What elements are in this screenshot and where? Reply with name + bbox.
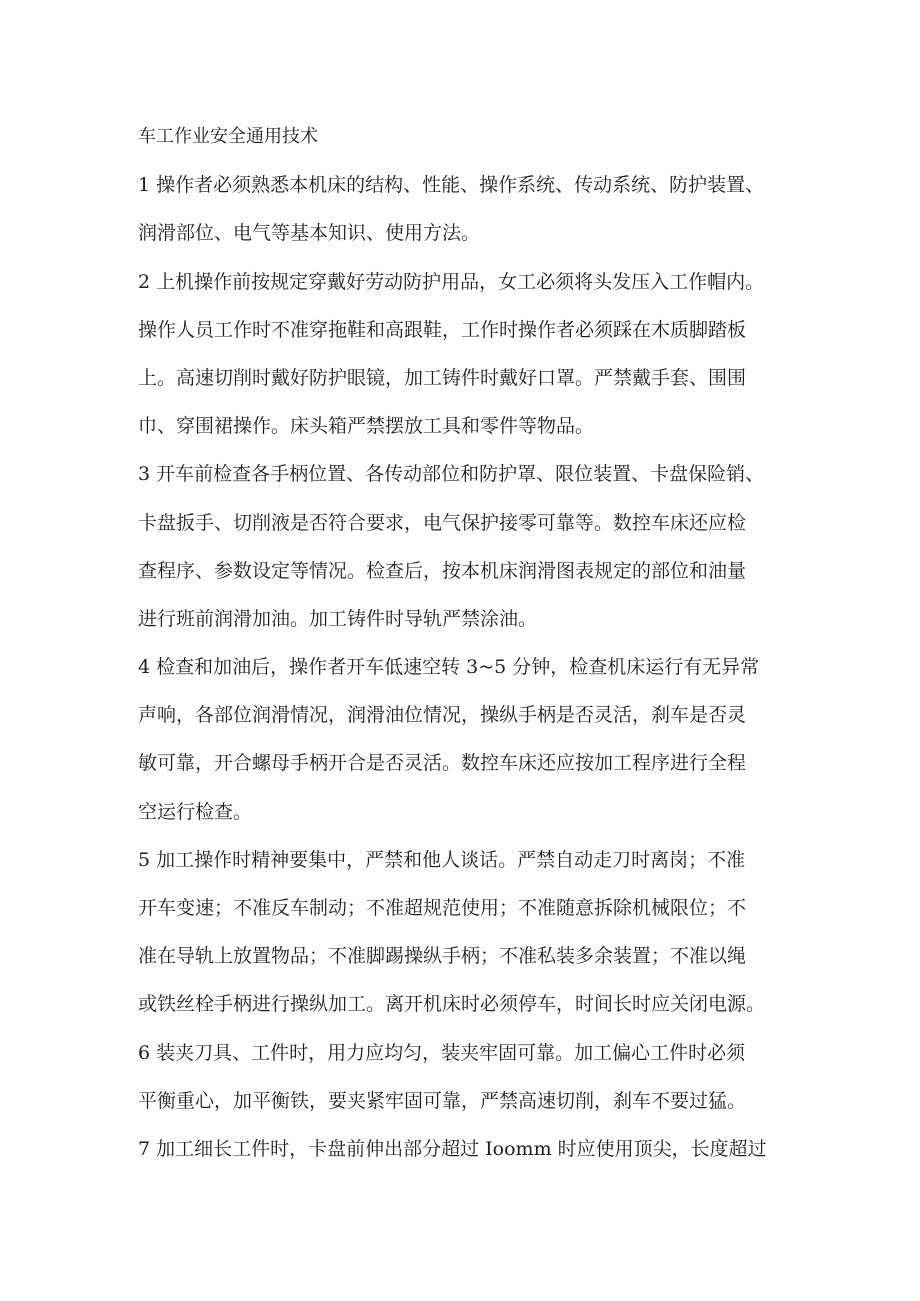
text-line: 4 检查和加油后，操作者开车低速空转 3~5 分钟，检查机床运行有无异常 <box>138 656 760 679</box>
text-line: 平衡重心，加平衡铁，要夹紧牢固可靠，严禁高速切削，刹车不要过猛。 <box>138 1089 747 1112</box>
text-line: 巾、穿围裙操作。床头箱严禁摆放工具和零件等物品。 <box>138 415 595 438</box>
text-line: 开车变速；不准反车制动；不准超规范使用；不准随意拆除机械限位；不 <box>138 897 747 919</box>
text-line: 查程序、参数设定等情况。检查后，按本机床润滑图表规定的部位和油量 <box>138 559 747 582</box>
text-line: 卡盘扳手、切削液是否符合要求，电气保护接零可靠等。数控车床还应检 <box>138 511 747 534</box>
text-line: 上。高速切削时戴好防护眼镜，加工铸件时戴好口罩。严禁戴手套、围围 <box>138 366 747 389</box>
document-body <box>138 113 798 1173</box>
text-line: 声响，各部位润滑情况，润滑油位情况，操纵手柄是否灵活，刹车是否灵 <box>138 704 747 727</box>
text-line: 6 装夹刀具、工件时，用力应均匀，装夹牢固可靠。加工偏心工件时必须 <box>138 1041 746 1064</box>
text-line: 3 开车前检查各手柄位置、各传动部位和防护罩、限位装置、卡盘保险销、 <box>138 463 765 486</box>
text-line: 准在导轨上放置物品；不准脚踢操纵手柄；不准私装多余装置；不准以绳 <box>138 945 747 968</box>
text-line: 操作人员工作时不准穿拖鞋和高跟鞋，工作时操作者必须踩在木质脚踏板 <box>138 318 747 341</box>
text-line: 润滑部位、电气等基本知识、使用方法。 <box>138 222 481 245</box>
text-line: 或铁丝栓手柄进行操纵加工。离开机床时必须停车，时间长时应关闭电源。 <box>138 993 766 1016</box>
text-line: 2 上机操作前按规定穿戴好劳动防护用品，女工必须将头发压入工作帽内。 <box>138 270 765 293</box>
text-line: 进行班前润滑加油。加工铸件时导轨严禁涂油。 <box>138 607 538 630</box>
document-title: 车工作业安全通用技术 <box>138 126 318 147</box>
text-line: 7 加工细长工件时，卡盘前伸出部分超过 Ioomm 时应使用顶尖，长度超过 <box>138 1137 767 1160</box>
text-line: 空运行检查。 <box>138 800 253 823</box>
text-line: 5 加工操作时精神要集中，严禁和他人谈话。严禁自动走刀时离岗；不准 <box>138 848 746 871</box>
text-line: 1 操作者必须熟悉本机床的结构、性能、操作系统、传动系统、防护装置、 <box>138 174 765 197</box>
text-line: 敏可靠，开合螺母手柄开合是否灵活。数控车床还应按加工程序进行全程 <box>138 752 747 775</box>
